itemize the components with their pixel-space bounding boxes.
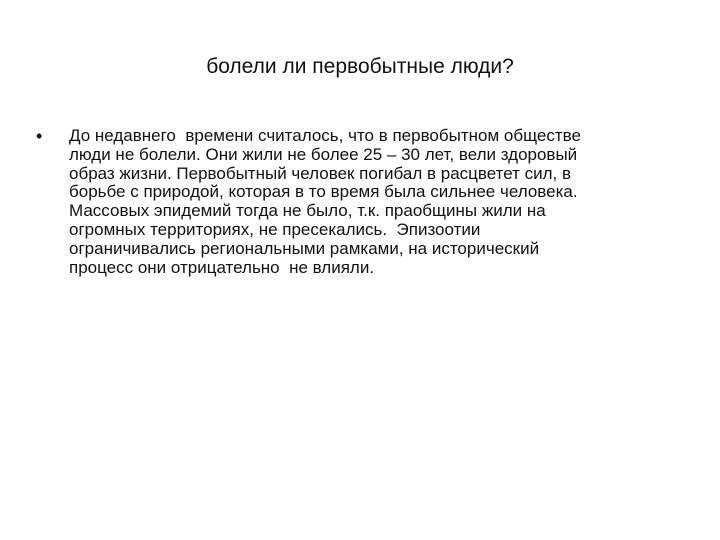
paragraph-line: люди не болели. Они жили не более 25 – 30 лет, вели здоровый xyxy=(69,144,578,164)
paragraph-line: До недавнего времени считалось, что в первобытном обществе xyxy=(69,126,581,145)
bullet-paragraph xyxy=(69,127,681,277)
paragraph-line: образ жизни. Первобытный человек погибал в расцветет сил, в xyxy=(69,163,571,183)
paragraph-line: огромных территориях, не пресекались. Эпизоотии xyxy=(69,219,481,239)
slide-title: болели ли первобытные люди? xyxy=(206,55,514,78)
bullet-marker: • xyxy=(36,126,43,146)
bullet-item xyxy=(36,127,686,277)
paragraph-line: ограничивались региональными рамками, на исторический xyxy=(69,238,540,258)
paragraph-line: Массовых эпидемий тогда не было, т.к. праобщины жили на xyxy=(69,201,546,221)
paragraph-line: процесс они отрицательно не влияли. xyxy=(69,257,375,277)
paragraph-line: борьбе с природой, которая в то время была сильнее человека. xyxy=(69,182,578,202)
